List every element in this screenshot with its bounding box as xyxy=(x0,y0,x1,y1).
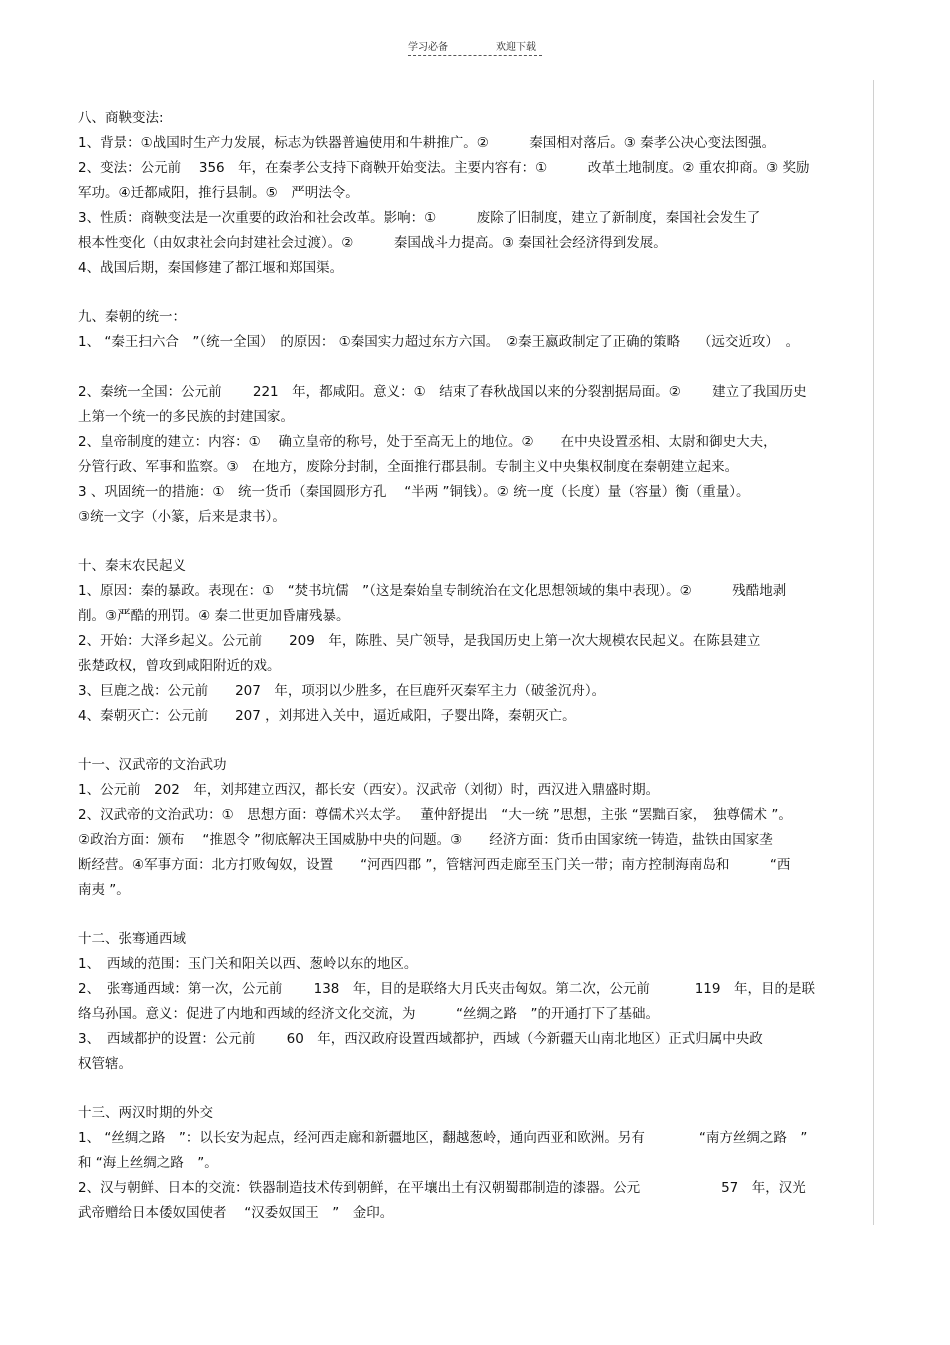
text-line: ③统一文字（小篆，后来是隶书）。 xyxy=(78,509,286,525)
section xyxy=(78,753,873,903)
page-header xyxy=(408,38,536,53)
text-line: 2、汉与朝鲜、日本的交流：铁器制造技术传到朝鲜，在平壤出土有汉朝蜀郡制造的漆器。公元 57 年，汉光 xyxy=(78,1180,806,1196)
text-line: 权管辖。 xyxy=(78,1056,132,1072)
text-line: 和 “海上丝绸之路 ”。 xyxy=(78,1155,218,1171)
text-line: 2、开始：大泽乡起义。公元前 209 年，陈胜、吴广领导，是我国历史上第一次大规模农民起义。在陈县建立 xyxy=(78,633,761,649)
text-line: 2、皇帝制度的建立：内容：① 确立皇帝的称号，处于至高无上的地位。② 在中央设置丞相、太尉和御史大夫， xyxy=(78,434,777,450)
text-line: 1、 “丝绸之路 ”：以长安为起点，经河西走廊和新疆地区，翻越葱岭，通向西亚和欧洲。另有 “南方丝绸之路 ” xyxy=(78,1130,808,1146)
section xyxy=(78,106,873,281)
text-line: 武帝赠给日本倭奴国使者 “汉委奴国王 ” 金印。 xyxy=(78,1205,394,1221)
text-line: 2、汉武帝的文治武功：① 思想方面：尊儒术兴太学。 董仲舒提出 “大一统 ”思想，主张 “罢黜百家， 独尊儒术 ”。 xyxy=(78,807,792,823)
text-line: 1、 西域的范围：玉门关和阳关以西、葱岭以东的地区。 xyxy=(78,956,418,972)
right-margin-rule xyxy=(873,80,874,1225)
section-title: 十二、张骞通西域 xyxy=(78,931,186,947)
section-title: 八、商鞅变法: xyxy=(78,110,164,126)
section xyxy=(78,305,873,530)
section xyxy=(78,927,873,1077)
text-line: 1、 “秦王扫六合 ”（统一全国） 的原因： ①秦国实力超过东方六国。 ②秦王嬴政制定了正确的策略 （远交近攻） 。 xyxy=(78,334,800,350)
text-line: 4、秦朝灭亡：公元前 207 ，刘邦进入关中，逼近咸阳，子婴出降，秦朝灭亡。 xyxy=(78,708,576,724)
text-line: 断经营。④军事方面：北方打败匈奴，设置 “河西四郡 ”，管辖河西走廊至玉门关一带；南方控制海南岛和 “西 xyxy=(78,857,791,873)
section-title: 十三、两汉时期的外交 xyxy=(78,1105,213,1121)
text-line: 削。③严酷的刑罚。④ 秦二世更加昏庸残暴。 xyxy=(78,608,350,624)
text-line: 络乌孙国。意义：促进了内地和西域的经济文化交流，为 “丝绸之路 ”的开通打下了基础。 xyxy=(78,1006,659,1022)
text-line: 3、 西域都护的设置：公元前 60 年，西汉政府设置西域都护，西域（今新疆天山南北地区）正式归属中央政 xyxy=(78,1031,763,1047)
text-line: 分管行政、军事和监察。③ 在地方，废除分封制，全面推行郡县制。专制主义中央集权制度在秦朝建立起来。 xyxy=(78,459,739,475)
text-line: 3、性质：商鞅变法是一次重要的政治和社会改革。影响：① 废除了旧制度，建立了新制度，秦国社会发生了 xyxy=(78,210,761,226)
section-title: 九、秦朝的统一： xyxy=(78,309,186,325)
text-line: ②政治方面：颁布 “推恩令 ”彻底解决王国威胁中央的问题。③ 经济方面：货币由国家统一铸造，盐铁由国家垄 xyxy=(78,832,773,848)
header-left-text: 学习必备 xyxy=(408,42,448,53)
text-line: 4、战国后期，秦国修建了都江堰和郑国渠。 xyxy=(78,260,344,276)
document-body xyxy=(78,106,873,1250)
text-line: 3 、巩固统一的措施：① 统一货币（秦国圆形方孔 “半两 ”铜钱）。② 统一度（长度）量（容量）衡（重量）。 xyxy=(78,484,750,500)
text-line: 2、变法：公元前 356 年，在秦孝公支持下商鞅开始变法。主要内容有：① 改革土地制度。② 重农抑商。③ 奖励 xyxy=(78,160,810,176)
section-title: 十一、汉武帝的文治武功 xyxy=(78,757,227,773)
text-line xyxy=(78,355,873,380)
section xyxy=(78,554,873,729)
text-line: 1、原因：秦的暴政。表现在：① “焚书坑儒 ”（这是秦始皇专制统治在文化思想领域的集中表现）。② 残酷地剥 xyxy=(78,583,787,599)
section-title: 十、秦末农民起义 xyxy=(78,558,186,574)
text-line: 2、 张骞通西域：第一次，公元前 138 年，目的是联络大月氏夹击匈奴。第二次，公元前 119 年，目的是联 xyxy=(78,981,815,997)
text-line: 1、公元前 202 年，刘邦建立西汉，都长安（西安）。汉武帝（刘彻）时，西汉进入鼎盛时期。 xyxy=(78,782,660,798)
text-line: 上第一个统一的多民族的封建国家。 xyxy=(78,409,294,425)
section xyxy=(78,1101,873,1226)
header-dashed-rule xyxy=(408,55,542,56)
header-right-text: 欢迎下载 xyxy=(496,42,536,53)
text-line: 3、巨鹿之战：公元前 207 年，项羽以少胜多，在巨鹿歼灭秦军主力（破釜沉舟）。 xyxy=(78,683,606,699)
text-line: 根本性变化（由奴隶社会向封建社会过渡）。② 秦国战斗力提高。③ 秦国社会经济得到发展。 xyxy=(78,235,667,251)
text-line: 2、秦统一全国：公元前 221 年，都咸阳。意义：① 结束了春秋战国以来的分裂割据局面。② 建立了我国历史 xyxy=(78,384,807,400)
text-line: 军功。④迁都咸阳，推行县制。⑤ 严明法令。 xyxy=(78,185,359,201)
text-line: 1、背景：①战国时生产力发展，标志为铁器普遍使用和牛耕推广。② 秦国相对落后。③ 秦孝公决心变法图强。 xyxy=(78,135,776,151)
text-line: 张楚政权，曾攻到咸阳附近的戏。 xyxy=(78,658,281,674)
text-line: 南夷 ”。 xyxy=(78,882,130,898)
